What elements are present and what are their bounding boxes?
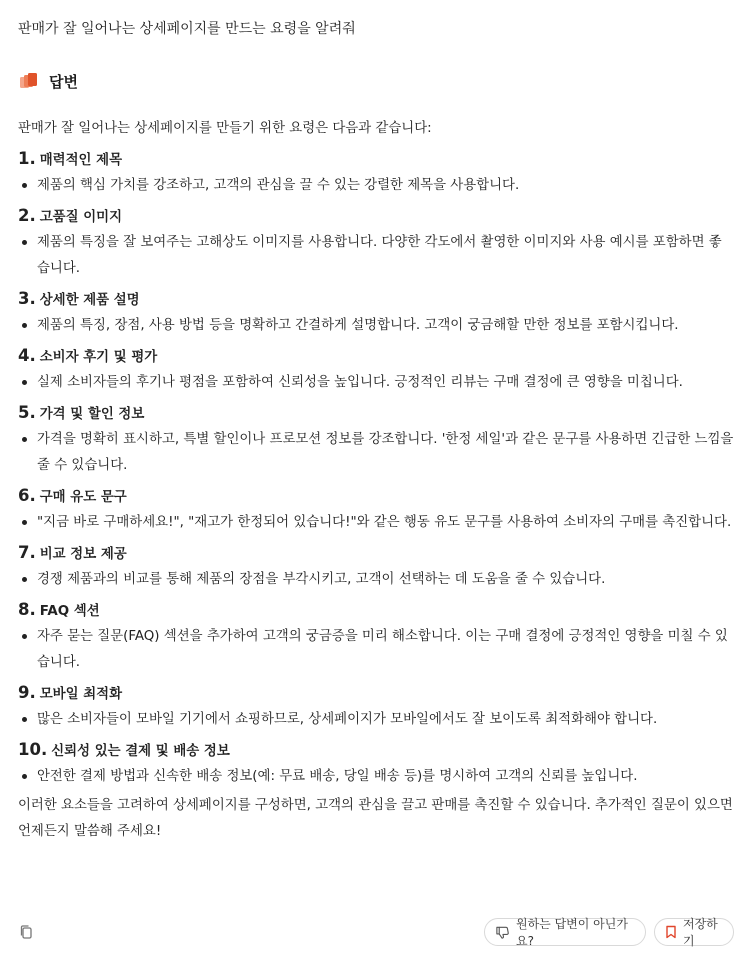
bullet-text: 경쟁 제품과의 비교를 통해 제품의 장점을 부각시키고, 고객이 선택하는 데 도움을 줄 수 있습니다. [37, 572, 606, 587]
bullet-text: 실제 소비자들의 후기나 평점을 포함하여 신뢰성을 높입니다. 긍정적인 리뷰는 구매 결정에 큰 영향을 미칩니다. [37, 375, 683, 390]
bullet-dot [22, 437, 27, 442]
section-title: 상세한 제품 설명 [39, 293, 140, 308]
answer-title: 답변 [49, 72, 78, 91]
copy-icon[interactable] [18, 924, 34, 940]
answer-logo-icon [18, 70, 40, 92]
not-helpful-button[interactable] [484, 918, 646, 946]
tip-section [18, 399, 734, 479]
bullet-dot [22, 717, 27, 722]
save-button[interactable] [654, 918, 734, 946]
bullet-item [18, 567, 734, 593]
bullet-item [18, 313, 734, 339]
answer-sections [18, 145, 734, 790]
bullet-dot [22, 240, 27, 245]
bullet-text: "지금 바로 구매하세요!", "재고가 한정되어 있습니다!"와 같은 행동 유도 문구를 사용하여 소비자의 구매를 촉진합니다. [37, 515, 732, 530]
section-heading [18, 285, 734, 312]
bullet-item [18, 510, 734, 536]
tip-section [18, 342, 734, 396]
section-title: 가격 및 할인 정보 [39, 407, 145, 422]
tip-section [18, 202, 734, 282]
bullet-item [18, 624, 734, 676]
section-heading [18, 342, 734, 369]
section-number: 3. [18, 289, 36, 308]
not-helpful-label: 원하는 답변이 아닌가요? [516, 917, 628, 948]
bullet-item [18, 707, 734, 733]
bullet-text: 제품의 특징을 잘 보여주는 고해상도 이미지를 사용합니다. 다양한 각도에서 촬영한 이미지와 사용 예시를 포함하면 좋습니다. [37, 235, 722, 276]
section-title: 고품질 이미지 [39, 210, 123, 225]
tip-section [18, 596, 734, 676]
bullet-item [18, 427, 734, 479]
bullet-dot [22, 520, 27, 525]
bullet-dot [22, 577, 27, 582]
answer-intro: 판매가 잘 일어나는 상세페이지를 만들기 위한 요령은 다음과 같습니다: [18, 121, 432, 136]
bullet-dot [22, 380, 27, 385]
section-title: 모바일 최적화 [39, 687, 123, 702]
section-title: FAQ 섹션 [39, 604, 100, 619]
user-question: 판매가 잘 일어나는 상세페이지를 만드는 요령을 알려줘 [18, 21, 356, 37]
bullet-text: 안전한 결제 방법과 신속한 배송 정보(예: 무료 배송, 당일 배송 등)를 명시하여 고객의 신뢰를 높입니다. [37, 769, 638, 784]
section-heading [18, 596, 734, 623]
section-heading [18, 736, 734, 763]
section-number: 9. [18, 683, 36, 702]
tip-section [18, 482, 734, 536]
bullet-text: 많은 소비자들이 모바일 기기에서 쇼핑하므로, 상세페이지가 모바일에서도 잘 보이도록 최적화해야 합니다. [37, 712, 658, 727]
section-number: 7. [18, 543, 36, 562]
bullet-dot [22, 183, 27, 188]
answer-content [18, 116, 734, 845]
section-title: 소비자 후기 및 평가 [39, 350, 158, 365]
answer-footer [0, 916, 743, 950]
bullet-text: 가격을 명확히 표시하고, 특별 할인이나 프로모션 정보를 강조합니다. '한정 세일'과 같은 문구를 사용하면 긴급한 느낌을 줄 수 있습니다. [37, 432, 734, 473]
thumbs-down-icon [495, 925, 510, 940]
bullet-dot [22, 323, 27, 328]
answer-outro: 이러한 요소들을 고려하여 상세페이지를 구성하면, 고객의 관심을 끌고 판매를 촉진할 수 있습니다. 추가적인 질문이 있으면 언제든지 말씀해 주세요! [18, 798, 733, 839]
tip-section [18, 539, 734, 593]
tip-section [18, 145, 734, 199]
section-title: 비교 정보 제공 [39, 547, 127, 562]
tip-section [18, 285, 734, 339]
bullet-dot [22, 774, 27, 779]
bullet-item [18, 370, 734, 396]
bullet-text: 제품의 핵심 가치를 강조하고, 고객의 관심을 끌 수 있는 강렬한 제목을 사용합니다. [37, 178, 520, 193]
tip-section [18, 736, 734, 790]
section-number: 2. [18, 206, 36, 225]
section-title: 신뢰성 있는 결제 및 배송 정보 [51, 744, 230, 759]
section-number: 5. [18, 403, 36, 422]
bullet-text: 자주 묻는 질문(FAQ) 섹션을 추가하여 고객의 궁금증을 미리 해소합니다. 이는 구매 결정에 긍정적인 영향을 미칠 수 있습니다. [37, 629, 728, 670]
section-number: 4. [18, 346, 36, 365]
section-number: 6. [18, 486, 36, 505]
bullet-text: 제품의 특징, 장점, 사용 방법 등을 명확하고 간결하게 설명합니다. 고객이 궁금해할 만한 정보를 포함시킵니다. [37, 318, 679, 333]
bullet-item [18, 230, 734, 282]
section-heading [18, 202, 734, 229]
section-heading [18, 679, 734, 706]
bullet-item [18, 173, 734, 199]
bullet-item [18, 764, 734, 790]
tip-section [18, 679, 734, 733]
section-number: 10. [18, 740, 48, 759]
section-heading [18, 145, 734, 172]
section-heading [18, 539, 734, 566]
section-title: 구매 유도 문구 [39, 490, 127, 505]
save-label: 저장하기 [683, 917, 718, 948]
section-heading [18, 399, 734, 426]
section-number: 8. [18, 600, 36, 619]
bullet-dot [22, 634, 27, 639]
bookmark-icon [665, 925, 677, 939]
section-number: 1. [18, 149, 36, 168]
answer-header [18, 70, 78, 92]
section-heading [18, 482, 734, 509]
section-title: 매력적인 제목 [39, 153, 123, 168]
